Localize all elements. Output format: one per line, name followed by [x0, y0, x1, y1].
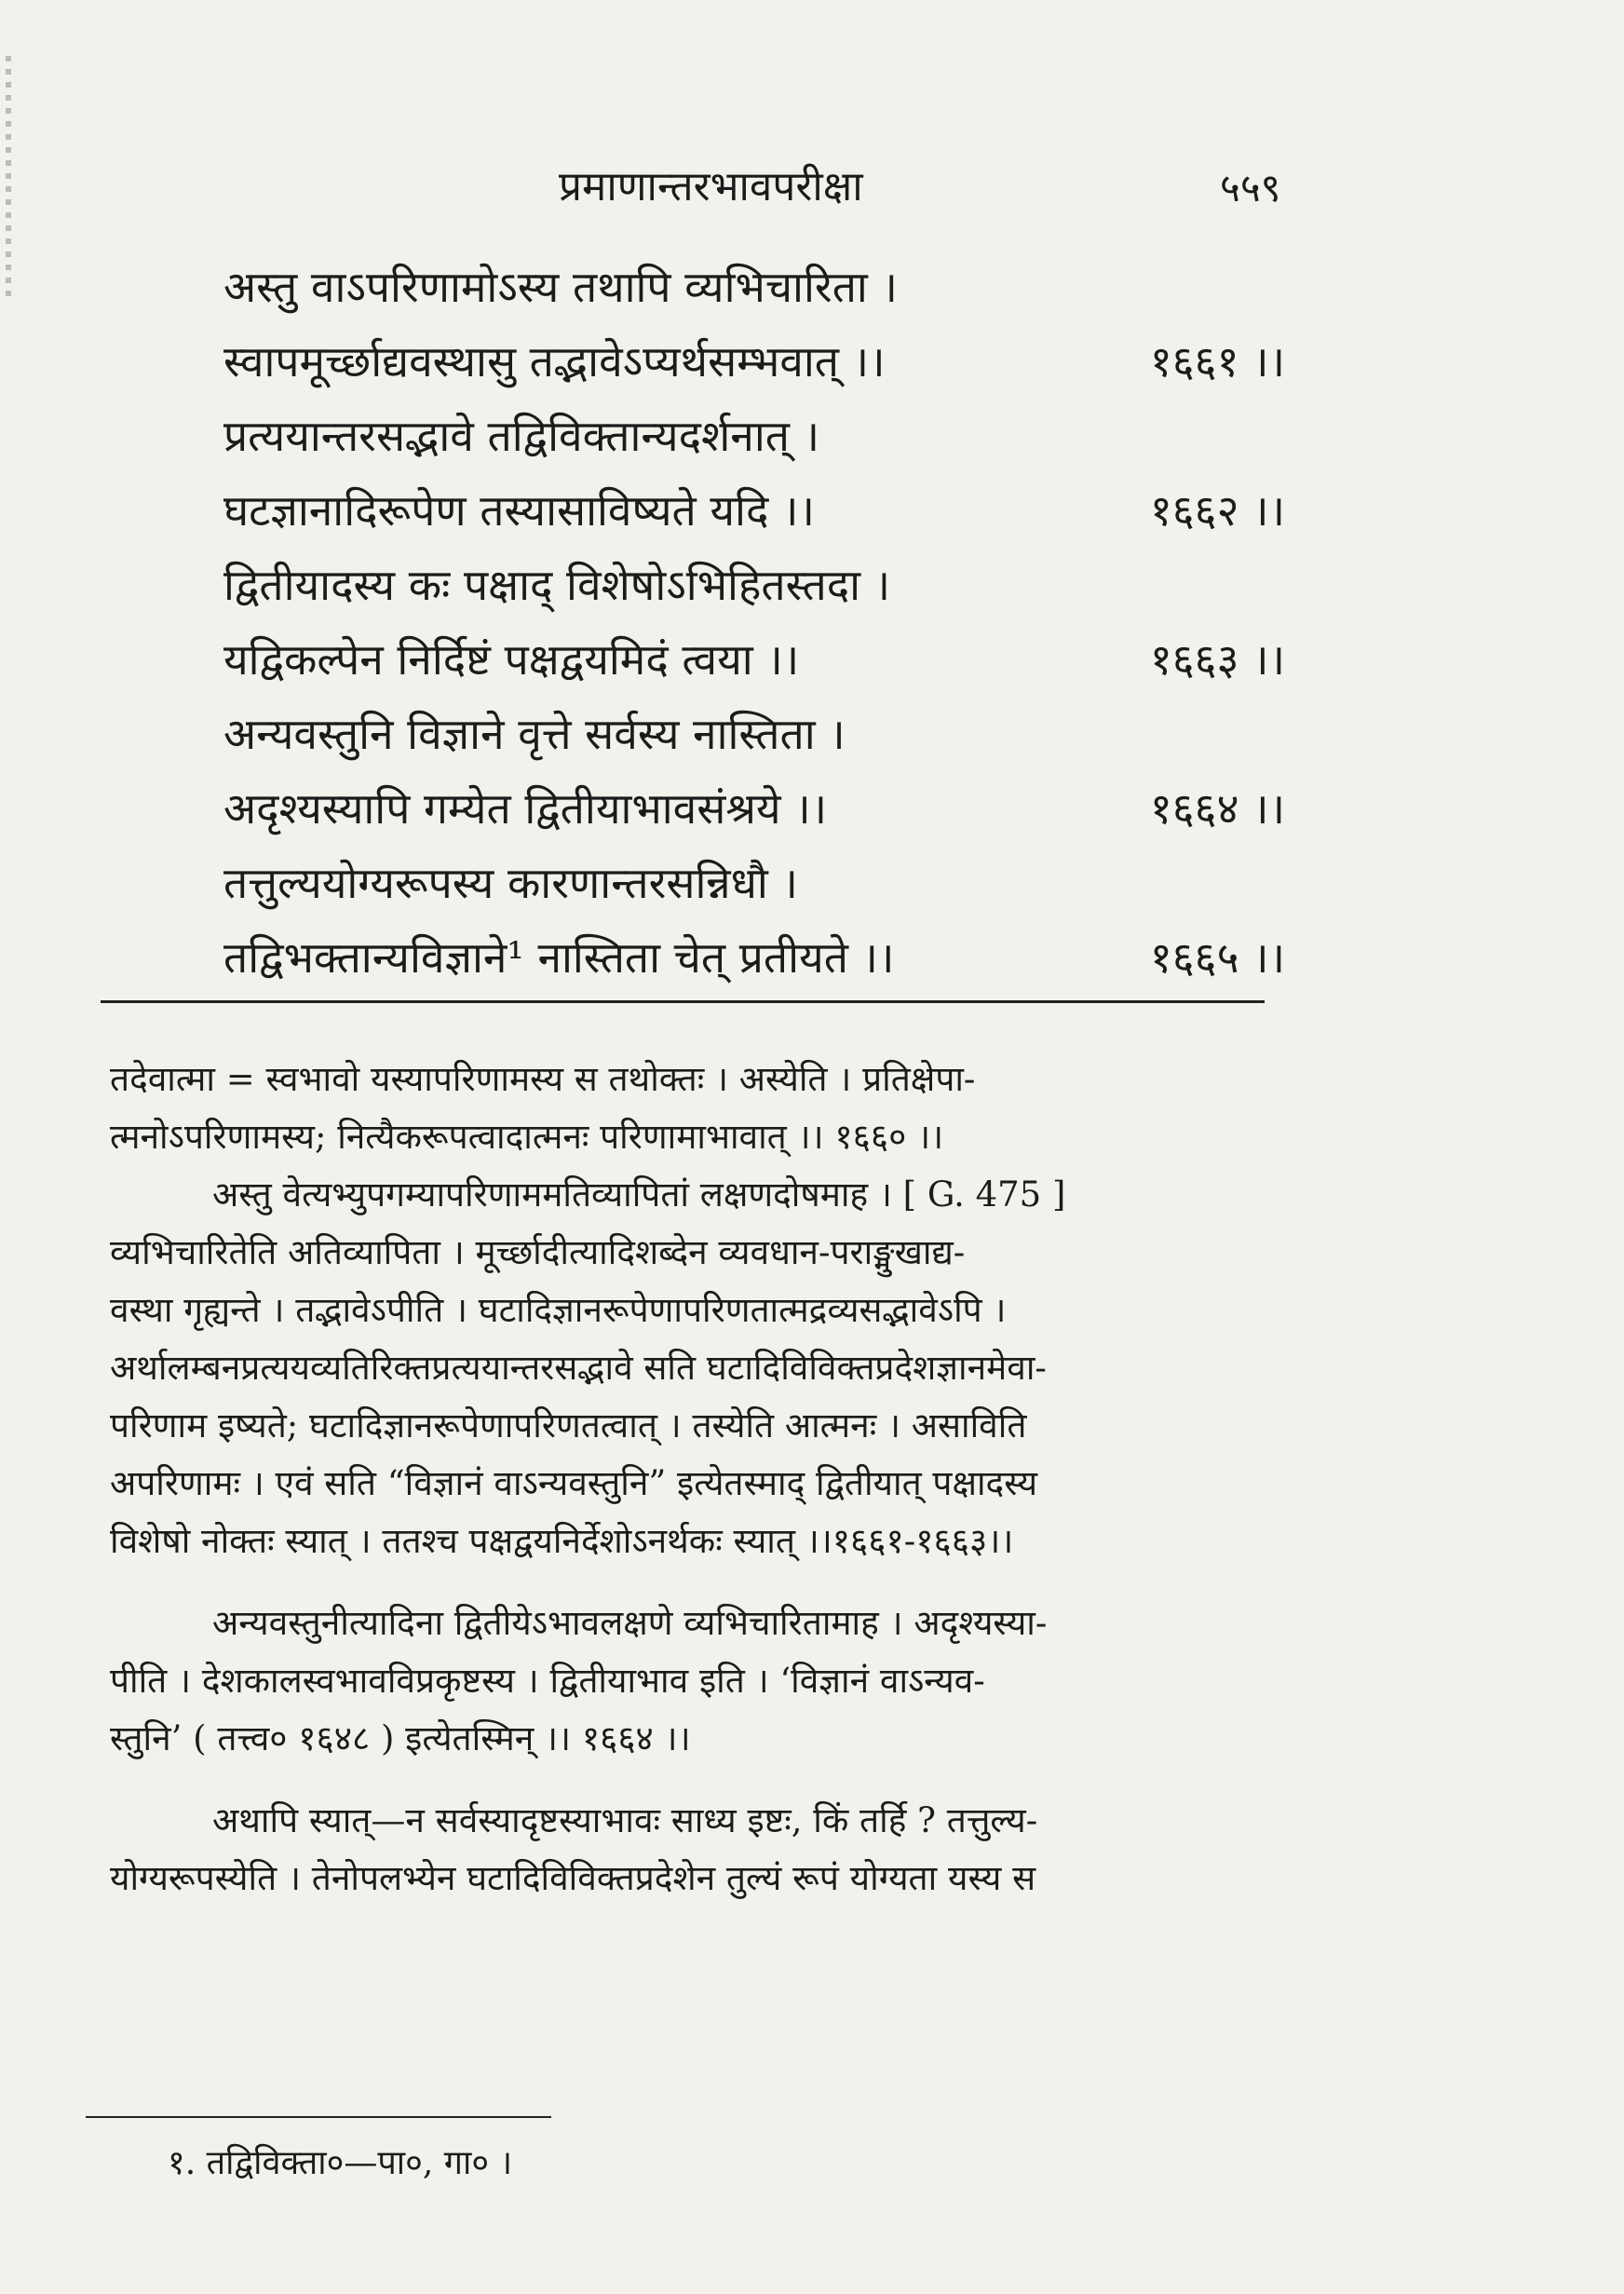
- verse-text: तद्विभक्तान्यविज्ञाने¹ नास्तिता चेत् प्रतीयते ।।: [223, 932, 895, 983]
- verse-number: १६६१ ।।: [1149, 336, 1285, 387]
- verse-number: १६६५ ।।: [1149, 932, 1285, 983]
- verse-text: अस्तु वाऽपरिणामोऽस्य तथापि व्यभिचारिता ।: [223, 262, 898, 312]
- commentary-line: त्मनोऽपरिणामस्य; नित्यैकरूपत्वादात्मनः परिणामाभावात् ।। १६६० ।।: [110, 1117, 944, 1157]
- page-header: [0, 156, 1624, 222]
- verse-line: [223, 548, 1285, 622]
- verse-block: [223, 250, 1285, 995]
- verse-text: प्रत्ययान्तरसद्भावे तद्विविक्तान्यदर्शनात् ।: [223, 411, 820, 461]
- verse-number: १६६४ ।।: [1149, 783, 1285, 834]
- commentary-line: विशेषो नोक्तः स्यात् । ततश्च पक्षद्वयनिर्देशोऽनर्थकः स्यात् ।।१६६१-१६६३।।: [110, 1521, 1014, 1561]
- commentary-line: पीति । देशकालस्वभावविप्रकृष्टस्य । द्वितीयाभाव इति । ‘विज्ञानं वाऽन्यव-: [110, 1661, 985, 1701]
- commentary-line: अस्तु वेत्यभ्युपगम्यापरिणाममतिव्यापितां लक्षणदोषमाह । [ G. 475 ]: [212, 1174, 1066, 1215]
- verse-line: [223, 697, 1285, 771]
- commentary-line: अथापि स्यात्—न सर्वस्यादृष्टस्याभावः साध्य इष्टः, किं तर्हि ? तत्तुल्य-: [212, 1800, 1038, 1840]
- commentary-line: स्तुनि’ ( तत्त्व० १६४८ ) इत्येतस्मिन् ।। १६६४ ।।: [110, 1718, 691, 1758]
- verse-line: [223, 846, 1285, 920]
- commentary-line: अपरिणामः । एवं सति “विज्ञानं वाऽन्यवस्तुनि” इत्येतस्माद् द्वितीयात् पक्षादस्य: [110, 1463, 1038, 1503]
- verse-text: तत्तुल्ययोग्यरूपस्य कारणान्तरसन्निधौ ।: [223, 858, 798, 908]
- verse-text: अदृश्यस्यापि गम्येत द्वितीयाभावसंश्रये ।।: [223, 783, 828, 834]
- verse-text: घटज्ञानादिरूपेण तस्यासाविष्यते यदि ।।: [223, 485, 815, 536]
- verse-line: [223, 250, 1285, 324]
- commentary-line: तदेवात्मा = स्वभावो यस्यापरिणामस्य स तथोक्तः । अस्येति । प्रतिक्षेपा-: [110, 1059, 976, 1099]
- commentary-line: व्यभिचारितेति अतिव्यापिता । मूर्च्छादीत्यादिशब्देन व्यवधान-पराङ्मुखाद्य-: [110, 1232, 966, 1272]
- commentary-line: परिणाम इष्यते; घटादिज्ञानरूपेणापरिणतत्वात् । तस्येति आत्मनः । असाविति: [110, 1405, 1027, 1446]
- paragraph-gap: [110, 1768, 1265, 1792]
- verse-text: स्वापमूर्च्छाद्यवस्थासु तद्भावेऽप्यर्थसम्भवात् ।।: [223, 336, 886, 387]
- verse-line: [223, 622, 1285, 697]
- commentary-line: अर्थालम्बनप्रत्ययव्यतिरिक्तप्रत्ययान्तरसद्भावे सति घटादिविविक्तप्रदेशज्ञानमेवा-: [110, 1348, 1047, 1388]
- verse-line: [223, 771, 1285, 846]
- verse-line: [223, 920, 1285, 995]
- verse-number: १६६२ ।।: [1149, 485, 1285, 536]
- commentary-line: योग्यरूपस्येति । तेनोपलभ्येन घटादिविविक्तप्रदेशेन तुल्यं रूपं योग्यता यस्य स: [110, 1858, 1036, 1898]
- running-title: प्रमाणान्तरभावपरीक्षा: [559, 163, 863, 210]
- verse-text: यद्विकल्पेन निर्दिष्टं पक्षद्वयमिदं त्वया ।।: [223, 634, 800, 685]
- commentary-block: [110, 1051, 1265, 1907]
- verse-number: १६६३ ।।: [1149, 634, 1285, 685]
- footnote: १. तद्विविक्ता०—पा०, गा० ।: [168, 2144, 513, 2182]
- verse-line: [223, 473, 1285, 548]
- verse-text: द्वितीयादस्य कः पक्षाद् विशेषोऽभिहितस्तदा ।: [223, 560, 891, 610]
- paragraph-gap: [110, 1570, 1265, 1595]
- verse-line: [223, 399, 1285, 473]
- footnote-rule: [86, 2116, 551, 2118]
- page-number: ५५९: [1220, 165, 1281, 210]
- verse-text: अन्यवस्तुनि विज्ञाने वृत्ते सर्वस्य नास्तिता ।: [223, 709, 846, 759]
- commentary-line: अन्यवस्तुनीत्यादिना द्वितीयेऽभावलक्षणे व्यभिचारितामाह । अदृश्यस्या-: [212, 1603, 1048, 1643]
- commentary-line: वस्था गृह्यन्ते । तद्भावेऽपीति । घटादिज्ञानरूपेणापरिणतात्मद्रव्यसद्भावेऽपि ।: [110, 1290, 1007, 1330]
- verse-line: [223, 324, 1285, 399]
- text-commentary-divider: [101, 1000, 1265, 1003]
